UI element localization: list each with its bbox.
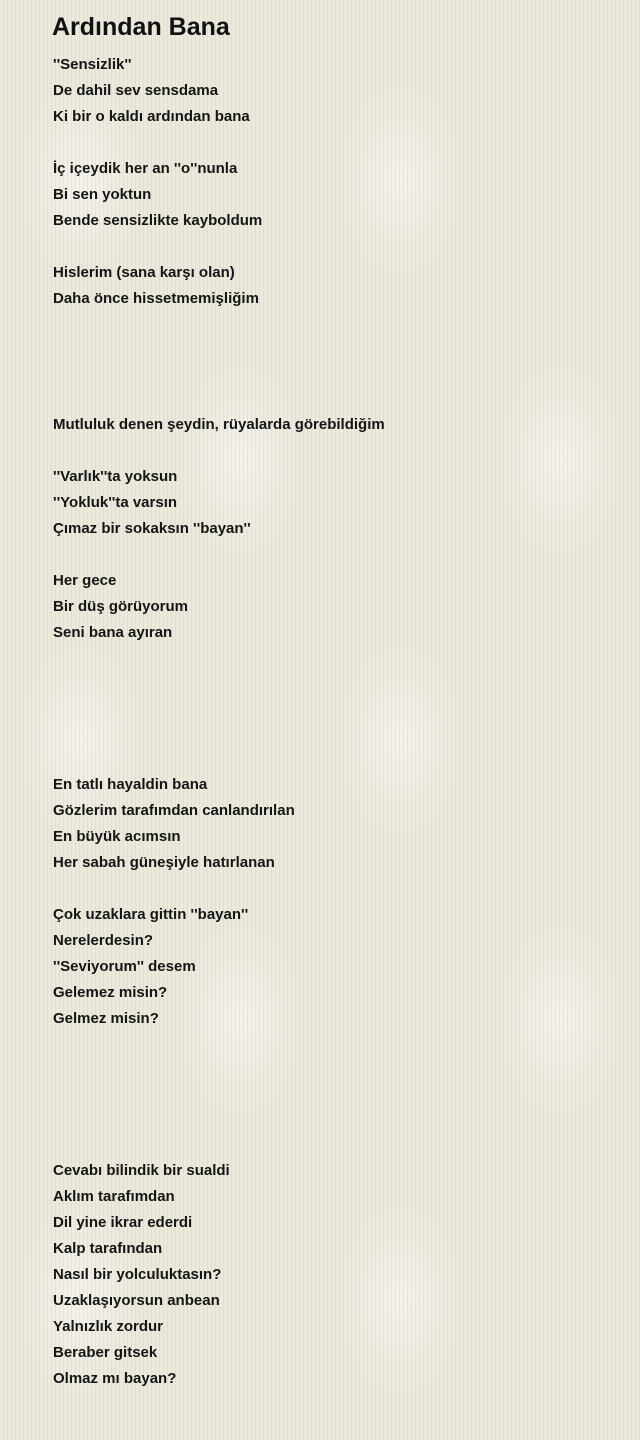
poem-line: Kalp tarafından bbox=[53, 1240, 163, 1257]
poem-line: De dahil sev sensdama bbox=[53, 82, 219, 99]
poem-line: Gelmez misin? bbox=[53, 1010, 159, 1027]
poem-line: Gelemez misin? bbox=[53, 984, 168, 1001]
poem-line: Ki bir o kaldı ardından bana bbox=[53, 108, 250, 125]
poem-line: Yalnızlık zordur bbox=[53, 1318, 164, 1335]
poem-line: İç içeydik her an ''o''nunla bbox=[53, 160, 238, 177]
poem-line: Çok uzaklara gittin ''bayan'' bbox=[53, 906, 249, 923]
poem-line: Bir düş görüyorum bbox=[53, 598, 189, 615]
poem-line: Cevabı bilindik bir sualdi bbox=[53, 1162, 230, 1179]
poem-line: ''Sensizlik'' bbox=[53, 56, 132, 73]
poem-line: Her sabah güneşiyle hatırlanan bbox=[53, 854, 275, 871]
poem-line: Gözlerim tarafımdan canlandırılan bbox=[53, 802, 295, 819]
poem-line: Uzaklaşıyorsun anbean bbox=[53, 1292, 220, 1309]
poem-line: ''Varlık''ta yoksun bbox=[53, 468, 178, 485]
poem-line: En tatlı hayaldin bana bbox=[53, 776, 208, 793]
poem-line: Dil yine ikrar ederdi bbox=[53, 1214, 193, 1231]
poem-line: Beraber gitsek bbox=[53, 1344, 158, 1361]
poem-line: Aklım tarafımdan bbox=[53, 1188, 175, 1205]
poem-line: Nasıl bir yolculuktasın? bbox=[53, 1266, 222, 1283]
poem-line: Hislerim (sana karşı olan) bbox=[53, 264, 235, 281]
poem-line: Her gece bbox=[53, 572, 117, 589]
poem-line: Seni bana ayıran bbox=[53, 624, 173, 641]
poem-title: Ardından Bana bbox=[52, 13, 230, 41]
poem-line: En büyük acımsın bbox=[53, 828, 181, 845]
poem-line: Olmaz mı bayan? bbox=[53, 1370, 177, 1387]
poem-line: Bi sen yoktun bbox=[53, 186, 152, 203]
poem-line: Çımaz bir sokaksın ''bayan'' bbox=[53, 520, 251, 537]
poem-line: ''Seviyorum'' desem bbox=[53, 958, 196, 975]
poem-line: ''Yokluk''ta varsın bbox=[53, 494, 178, 511]
poem-line: Nerelerdesin? bbox=[53, 932, 154, 949]
poem-line: Daha önce hissetmemişliğim bbox=[53, 290, 259, 307]
poem-line: Bende sensizlikte kayboldum bbox=[53, 212, 263, 229]
poem-line: Mutluluk denen şeydin, rüyalarda görebildiğim bbox=[53, 416, 385, 433]
